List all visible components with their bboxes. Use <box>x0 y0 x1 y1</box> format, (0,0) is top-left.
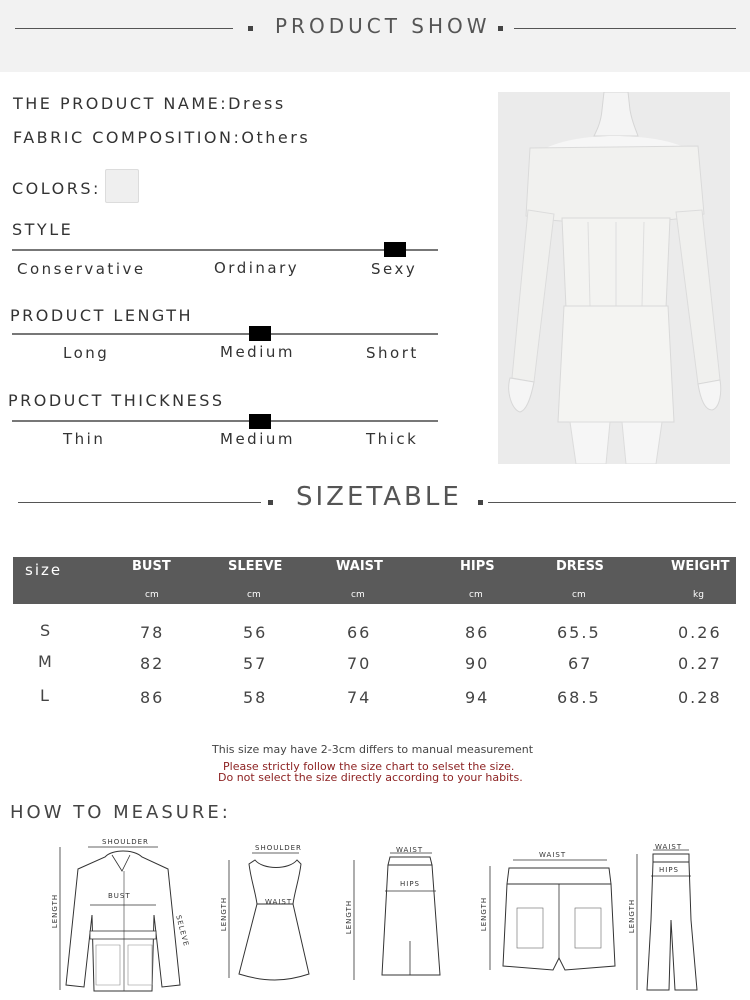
row-s-weight: 0.26 <box>678 623 722 642</box>
size-warning-2: Do not select the size directly according to your habits. <box>218 771 523 784</box>
row-m-weight: 0.27 <box>678 654 722 673</box>
unit-dress: cm <box>572 590 586 600</box>
skirt-length-label: LENGTH <box>345 899 354 935</box>
shorts-waist-label: WAIST <box>539 851 567 859</box>
shorts-measure-figure <box>475 848 615 973</box>
sizetable-rule-left <box>18 502 261 503</box>
row-m-size: M <box>38 652 54 671</box>
header-title: PRODUCT SHOW <box>275 14 491 38</box>
row-s-waist: 66 <box>347 623 372 642</box>
unit-weight: kg <box>693 590 704 600</box>
column-bust: BUST <box>132 559 171 574</box>
colors-label: COLORS: <box>12 179 101 198</box>
column-sleeve: SLEEVE <box>228 559 283 574</box>
color-swatch-white <box>105 169 139 203</box>
coat-shoulder-label: SHOULDER <box>102 838 149 846</box>
skirt-measure-figure <box>340 845 445 985</box>
style-option-sexy: Sexy <box>371 260 418 278</box>
length-option-medium: Medium <box>220 343 295 361</box>
shorts-length-label: LENGTH <box>480 896 489 932</box>
unit-sleeve: cm <box>247 590 261 600</box>
row-s-hips: 86 <box>465 623 490 642</box>
length-option-long: Long <box>63 344 110 362</box>
size-column-header: size <box>25 561 63 579</box>
row-l-bust: 86 <box>140 688 165 707</box>
style-marker <box>384 242 406 257</box>
dress-waist-label: WAIST <box>265 898 293 906</box>
dress-length-label: LENGTH <box>220 896 229 932</box>
skirt-waist-label: WAIST <box>396 846 424 854</box>
unit-hips: cm <box>469 590 483 600</box>
pants-hips-label: HIPS <box>659 866 679 874</box>
thickness-option-medium: Medium <box>220 430 295 448</box>
sizetable-bullet-right <box>478 500 483 505</box>
row-l-weight: 0.28 <box>678 688 722 707</box>
header-bullet-left <box>248 26 253 31</box>
thickness-option-thin: Thin <box>63 430 106 448</box>
length-scale <box>12 333 438 335</box>
column-weight: WEIGHT <box>671 559 730 574</box>
row-s-sleeve: 56 <box>243 623 268 642</box>
column-hips: HIPS <box>460 559 495 574</box>
pants-length-label: LENGTH <box>628 898 637 934</box>
row-l-sleeve: 58 <box>243 688 268 707</box>
thickness-option-thick: Thick <box>366 430 419 448</box>
sizetable-rule-right <box>488 502 736 503</box>
sizetable-title: SIZETABLE <box>296 482 462 512</box>
row-m-bust: 82 <box>140 654 165 673</box>
fabric-composition: FABRIC COMPOSITION:Others <box>13 128 311 147</box>
pants-waist-label: WAIST <box>655 843 683 851</box>
row-s-dress: 65.5 <box>557 623 601 642</box>
size-note: This size may have 2-3cm differs to manual measurement <box>212 743 534 756</box>
thickness-marker <box>249 414 271 429</box>
row-m-hips: 90 <box>465 654 490 673</box>
length-title: PRODUCT LENGTH <box>10 306 194 325</box>
thickness-title: PRODUCT THICKNESS <box>8 391 225 410</box>
dress-measure-figure <box>215 838 310 983</box>
row-l-hips: 94 <box>465 688 490 707</box>
coat-length-label: LENGTH <box>51 893 60 929</box>
row-m-dress: 67 <box>568 654 593 673</box>
style-option-ordinary: Ordinary <box>214 259 300 277</box>
row-m-sleeve: 57 <box>243 654 268 673</box>
style-scale <box>12 249 438 251</box>
sizetable-bullet-left <box>268 500 273 505</box>
how-to-measure-title: HOW TO MEASURE: <box>10 802 231 823</box>
header-bullet-right <box>498 26 503 31</box>
thickness-scale <box>12 420 438 422</box>
row-l-dress: 68.5 <box>557 688 601 707</box>
column-waist: WAIST <box>336 559 383 574</box>
product-photo <box>498 92 730 464</box>
length-option-short: Short <box>366 344 419 362</box>
style-title: STYLE <box>12 220 74 239</box>
unit-bust: cm <box>145 590 159 600</box>
style-option-conservative: Conservative <box>17 260 146 278</box>
length-marker <box>249 326 271 341</box>
header-rule-left <box>15 28 233 29</box>
row-m-waist: 70 <box>347 654 372 673</box>
row-l-waist: 74 <box>347 688 372 707</box>
product-name: THE PRODUCT NAME:Dress <box>13 94 286 113</box>
pants-measure-figure <box>625 840 700 995</box>
coat-sleeve-label: SELEVE <box>174 914 191 948</box>
skirt-hips-label: HIPS <box>400 880 420 888</box>
row-s-bust: 78 <box>140 623 165 642</box>
coat-bust-label: BUST <box>108 892 131 900</box>
row-s-size: S <box>40 621 53 640</box>
column-dress: DRESS <box>556 559 604 574</box>
unit-waist: cm <box>351 590 365 600</box>
dress-shoulder-label: SHOULDER <box>255 844 302 852</box>
row-l-size: L <box>40 686 51 705</box>
size-warning-1: Please strictly follow the size chart to selset the size. <box>223 760 515 773</box>
coat-measure-figure <box>50 835 200 995</box>
header-rule-right <box>514 28 736 29</box>
